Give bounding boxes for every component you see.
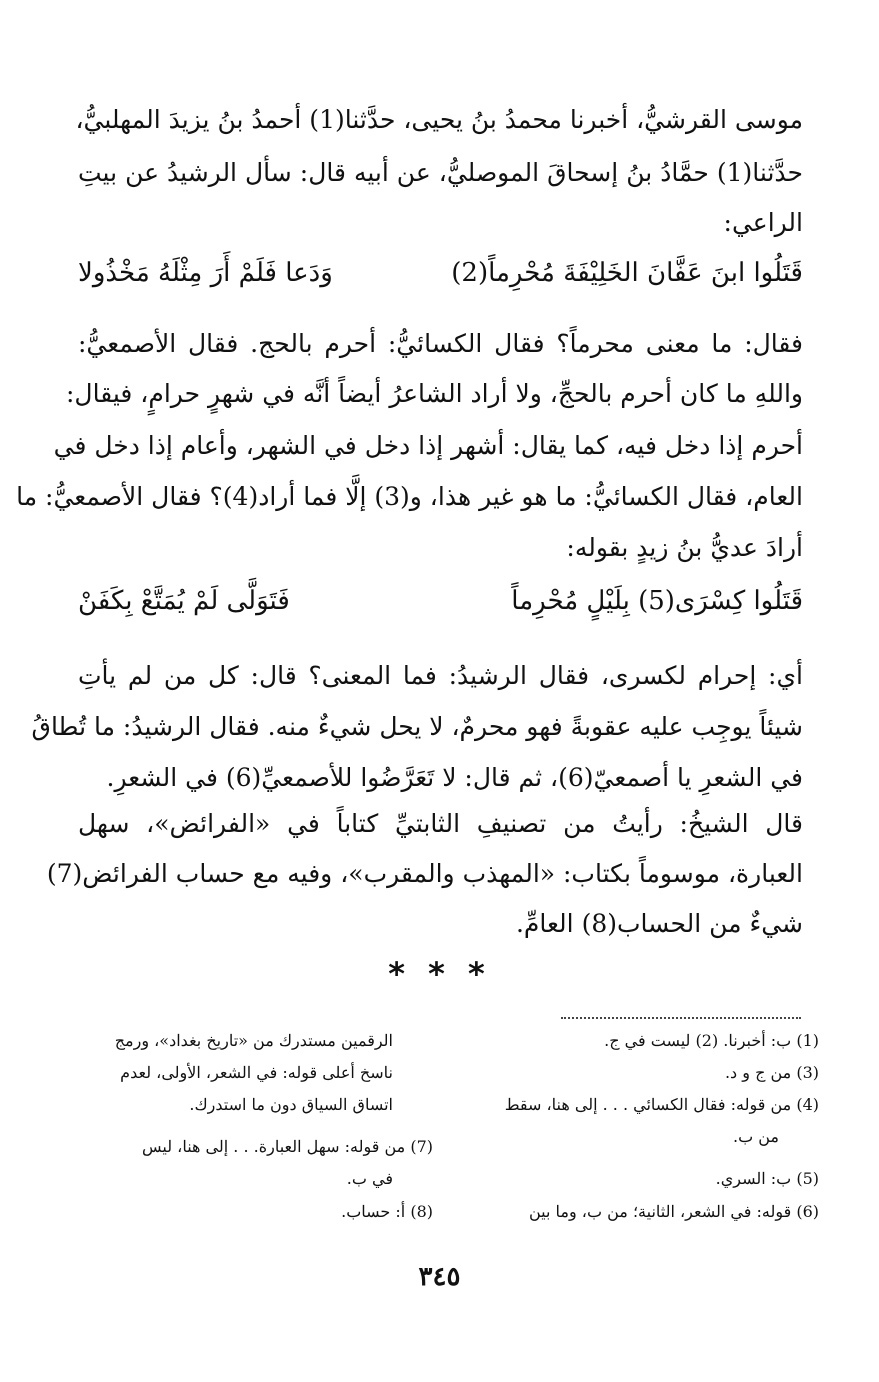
text-line: حدَّثنا(1) حمَّادُ بنُ إسحاقَ الموصليُّ، عن أبيه قال: سأل الرشيدُ عن بيتِ: [78, 158, 803, 187]
text-line: فقال: ما معنى محرماً؟ فقال الكسائيُّ: أحرم بالحج. فقال الأصمعيُّ:: [78, 329, 803, 358]
text-line: شيئاً يوجِب عليه عقوبةً فهو محرمٌ، لا يحل شيءٌ منه. فقال الرشيدُ: ما تُطاقُ: [31, 712, 803, 741]
text-line: أحرم إذا دخل فيه، كما يقال: أشهر إذا دخل في الشهر، وأعام إذا دخل في: [53, 431, 803, 460]
text-line: العبارة، موسوماً بكتاب: «المهذب والمقرب»، وفيه مع حساب الفرائض(7): [46, 859, 803, 888]
verse-first-hemistich: قَتَلُوا كِسْرَى(5) بِلَيْلٍ مُحْرِماً: [511, 586, 803, 616]
footnote-line: (6) قوله: في الشعر، الثانية؛ من ب، وما بين: [529, 1202, 819, 1221]
footnote-line: اتساق السياق دون ما استدرك.: [189, 1095, 393, 1114]
footnote-line: (7) من قوله: سهل العبارة. . . إلى هنا، ليس: [141, 1137, 433, 1156]
paragraph-1: [75, 0, 803, 260]
footnote-line: الرقمين مستدرك من «تاريخ بغداد»، ورمج: [114, 1031, 393, 1050]
footnote-line: في ب.: [346, 1169, 393, 1188]
footnote-line: من ب.: [733, 1127, 779, 1146]
footnotes-left-column: [78, 1026, 433, 1236]
footnote-line: ناسخ أعلى قوله: في الشعر، الأولى، لعدم: [120, 1063, 393, 1082]
footnote-line: (5) ب: السري.: [715, 1169, 819, 1188]
footnotes-right-column: [469, 1026, 819, 1236]
text-line: أي: إحرام لكسرى، فقال الرشيدُ: فما المعنى؟ قال: كل من لم يأتِ: [78, 661, 803, 690]
text-line: موسى القرشيُّ، أخبرنا محمدُ بنُ يحيى، حدَّثنا(1) أحمدُ بنُ يزيدَ المهلبيُّ،: [75, 105, 803, 134]
footnote-line: (4) من قوله: فقال الكسائي . . . إلى هنا، سقط: [504, 1095, 819, 1114]
text-line: العام، فقال الكسائيُّ: ما هو غير هذا، و(3) إلَّا فما أراد(4)؟ فقال الأصمعيُّ: ما: [16, 482, 803, 511]
text-line: أرادَ عديُّ بنُ زيدٍ بقوله:: [566, 533, 803, 562]
poetry-verse-2: [78, 580, 803, 622]
paragraph-3: [31, 650, 803, 800]
footnote-line: (3) من ج و د.: [724, 1063, 819, 1082]
poetry-verse-1: [78, 252, 803, 294]
text-line: في الشعرِ يا أصمعيّ(6)، ثم قال: لا تَعَرَّضُوا للأصمعيِّ(6) في الشعرِ.: [106, 763, 803, 792]
text-line: واللهِ ما كان أحرم بالحجِّ، ولا أراد الشاعرُ أيضاً أنَّه في شهرٍ حرامٍ، فيقال:: [66, 379, 803, 408]
paragraph-2: [16, 320, 803, 570]
text-line: قال الشيخُ: رأيتُ من تصنيفِ الثابتيِّ كتاباً في «الفرائض»، سهل: [78, 809, 803, 838]
verse-second-hemistich: وَدَعا فَلَمْ أَرَ مِثْلَهُ مَخْذُولا: [78, 258, 333, 288]
text-line: شيءٌ من الحساب(8) العامِّ.: [515, 909, 803, 938]
footnote-line: (1) ب: أخبرنا. (2) ليست في ج.: [604, 1031, 819, 1050]
section-separator: * * *: [388, 955, 491, 993]
footnote-divider: [561, 1017, 801, 1019]
verse-second-hemistich: فَتَوَلَّى لَمْ يُمَتَّعْ بِكَفَنْ: [78, 586, 290, 616]
text-line: الراعي:: [723, 208, 803, 237]
paragraph-4: [46, 800, 803, 950]
page-number: ٣٤٥: [418, 1262, 461, 1292]
verse-first-hemistich: قَتَلُوا ابنَ عَفَّانَ الخَلِيْفَةَ مُحْرِماً(2): [451, 258, 803, 288]
footnote-line: (8) أ: حساب.: [341, 1202, 433, 1221]
